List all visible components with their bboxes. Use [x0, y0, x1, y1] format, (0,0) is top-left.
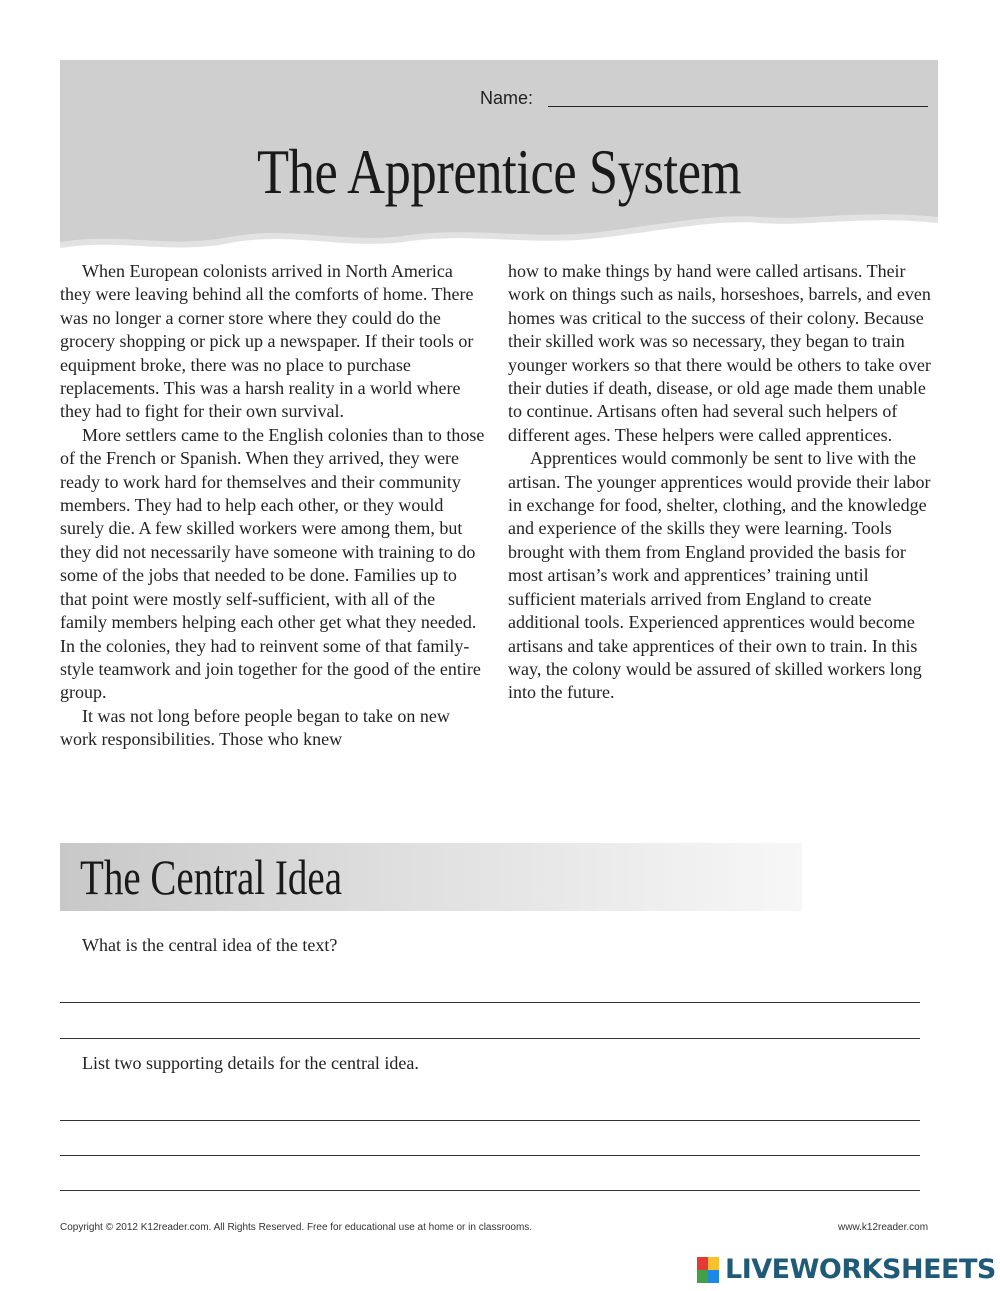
answer-line[interactable]: [60, 1190, 920, 1191]
liveworksheets-logo-icon: [697, 1257, 719, 1283]
name-label: Name:: [480, 88, 534, 108]
answer-line[interactable]: [60, 1002, 920, 1003]
question-central-idea: What is the central idea of the text?: [82, 935, 338, 955]
article-paragraph: It was not long before people began to take on new work responsibilities. Those who knew: [60, 705, 450, 750]
liveworksheets-brand[interactable]: [697, 1254, 996, 1285]
website-link[interactable]: www.k12reader.com: [838, 1222, 929, 1233]
name-field-line[interactable]: [548, 106, 928, 107]
article-paragraph: Apprentices would commonly be sent to live with the artisan. The younger apprentices would provide their labor in exchange for food, shelter, clothing, and the knowledge and experience of the skills they were learning. Tools brought with them from England provided the basis for most artisan’s work and apprentices’ training until sufficient materials arrived from England to create additional tools. Experienced apprentices would become artisans and take apprentices of their own to train. In this way, the colony would be assured of skilled workers long into the future.: [508, 448, 931, 703]
question-supporting-details: List two supporting details for the central idea.: [82, 1053, 419, 1073]
article-paragraph: More settlers came to the English colonies than to those of the French or Spanish. When they arrived, they were ready to work hard for themselves and their community members. They had to help each other, or they would surely die. A few skilled workers were among them, but they did not necessarily have someone with training to do some of the jobs that needed to be done. Families up to that point were mostly self-sufficient, with all of the family members helping each other get what they needed. In the colonies, they had to reinvent some of that family-style teamwork and join together for the good of the entire group.: [60, 424, 485, 703]
article-paragraph: When European colonists arrived in North America they were leaving behind all the comforts of home. There was no longer a corner store where they could do the grocery shopping or pick up a newspaper. If their tools or equipment broke, there was no place to purchase replacements. This was a harsh reality in a world where they had to fight for their own survival.: [60, 261, 474, 422]
answer-line[interactable]: [60, 1120, 920, 1121]
section-title: The Central Idea: [80, 849, 343, 905]
article-right-column: [508, 260, 940, 705]
answer-line[interactable]: [60, 1155, 920, 1156]
answer-line[interactable]: [60, 1038, 920, 1039]
brand-name: LIVEWORKSHEETS: [725, 1254, 996, 1285]
page-title: The Apprentice System: [256, 136, 742, 207]
article-left-column: [60, 260, 485, 752]
copyright-text: Copyright © 2012 K12reader.com. All Rights Reserved. Free for educational use at home or in classrooms.: [60, 1222, 533, 1233]
article-paragraph-continued: how to make things by hand were called artisans. Their work on things such as nails, horseshoes, barrels, and even homes was critical to the success of their colony. Because their skilled work was so necessary, they began to train younger workers so that there would be others to take over their duties if death, disease, or old age made them unable to continue. Artisans often had several such helpers of different ages. These helpers were called apprentices.: [508, 261, 931, 445]
